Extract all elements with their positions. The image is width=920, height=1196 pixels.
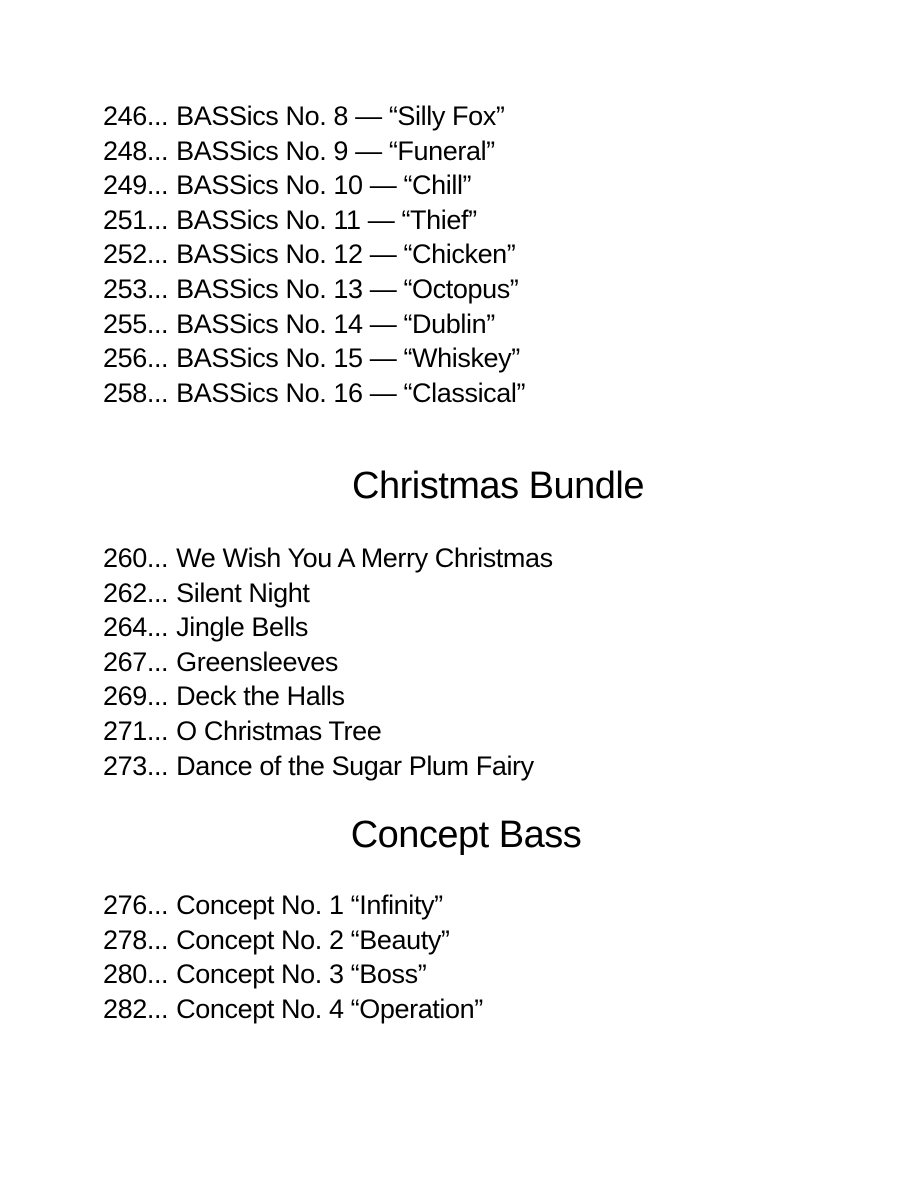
toc-dots: ... — [146, 924, 169, 955]
toc-entry — [103, 203, 525, 238]
toc-entry — [103, 610, 553, 645]
toc-page-number: 282 — [103, 993, 147, 1024]
toc-page-number: 273 — [103, 750, 147, 781]
toc-dots: ... — [146, 239, 169, 270]
toc-page-number: 260 — [103, 543, 147, 573]
toc-dots: ... — [146, 543, 169, 573]
toc-page-number: 252 — [103, 239, 147, 270]
toc-entry — [103, 134, 525, 169]
toc-page-number: 264 — [103, 612, 147, 643]
toc-dots: ... — [146, 204, 169, 235]
toc-entry-title: Concept No. 3 “Boss” — [176, 959, 427, 990]
toc-dots: ... — [146, 273, 169, 304]
toc-entry-title: BASSics No. 15 — “Whiskey” — [176, 343, 520, 374]
section-heading-christmas-bundle: Christmas Bundle — [352, 465, 644, 507]
toc-page-number: 276 — [103, 890, 147, 920]
toc-dots: ... — [146, 577, 169, 608]
toc-page-number: 267 — [103, 646, 147, 677]
toc-entry — [103, 957, 483, 992]
toc-section-concept-bass — [103, 888, 483, 1026]
toc-dots: ... — [146, 681, 169, 712]
toc-dots: ... — [146, 377, 169, 408]
toc-entry-title: Concept No. 4 “Operation” — [176, 993, 483, 1024]
toc-page-number: 249 — [103, 170, 147, 201]
toc-entry-title: Silent Night — [176, 577, 310, 608]
toc-dots: ... — [146, 135, 169, 166]
toc-entry — [103, 888, 483, 923]
toc-dots: ... — [146, 715, 169, 746]
toc-entry — [103, 541, 553, 576]
toc-entry — [103, 714, 553, 749]
toc-entry — [103, 272, 525, 307]
toc-entry-title: O Christmas Tree — [176, 715, 382, 746]
toc-dots: ... — [146, 170, 169, 201]
toc-entry-title: Concept No. 1 “Infinity” — [176, 890, 443, 920]
toc-entry-title: We Wish You A Merry Christmas — [176, 543, 553, 573]
toc-dots: ... — [146, 890, 169, 920]
toc-section-bassics — [103, 99, 525, 410]
toc-entry-title: Deck the Halls — [176, 681, 345, 712]
toc-page-number: 248 — [103, 135, 147, 166]
toc-entry — [103, 749, 553, 784]
toc-page-number: 280 — [103, 959, 147, 990]
toc-entry-title: Greensleeves — [176, 646, 338, 677]
toc-dots: ... — [146, 959, 169, 990]
toc-entry-title: Concept No. 2 “Beauty” — [176, 924, 450, 955]
toc-entry — [103, 923, 483, 958]
toc-entry — [103, 576, 553, 611]
toc-entry-title: BASSics No. 14 — “Dublin” — [176, 308, 495, 339]
toc-entry — [103, 645, 553, 680]
toc-page-number: 251 — [103, 204, 147, 235]
toc-dots: ... — [146, 308, 169, 339]
toc-entry-title: BASSics No. 12 — “Chicken” — [176, 239, 516, 270]
toc-entry — [103, 168, 525, 203]
toc-page-number: 256 — [103, 343, 147, 374]
toc-entry-title: Jingle Bells — [176, 612, 308, 643]
toc-entry-title: BASSics No. 8 — “Silly Fox” — [176, 101, 505, 131]
toc-dots: ... — [146, 612, 169, 643]
toc-page-number: 258 — [103, 377, 147, 408]
toc-page-number: 269 — [103, 681, 147, 712]
toc-page-number: 271 — [103, 715, 147, 746]
toc-entry — [103, 99, 525, 134]
toc-entry-title: BASSics No. 11 — “Thief” — [176, 204, 477, 235]
toc-dots: ... — [146, 750, 169, 781]
toc-page-number: 278 — [103, 924, 147, 955]
toc-entry-title: BASSics No. 9 — “Funeral” — [176, 135, 495, 166]
toc-dots: ... — [146, 101, 169, 131]
section-heading-concept-bass: Concept Bass — [350, 814, 582, 856]
toc-entry-title: BASSics No. 16 — “Classical” — [176, 377, 526, 408]
toc-page-number: 253 — [103, 273, 147, 304]
toc-entry — [103, 307, 525, 342]
toc-entry — [103, 376, 525, 411]
toc-dots: ... — [146, 993, 169, 1024]
toc-entry-title: BASSics No. 10 — “Chill” — [176, 170, 472, 201]
toc-entry-title: Dance of the Sugar Plum Fairy — [176, 750, 534, 781]
toc-entry — [103, 341, 525, 376]
toc-page-number: 255 — [103, 308, 147, 339]
toc-dots: ... — [146, 646, 169, 677]
toc-dots: ... — [146, 343, 169, 374]
toc-entry — [103, 679, 553, 714]
toc-entry — [103, 992, 483, 1027]
toc-section-christmas-bundle — [103, 541, 553, 783]
toc-entry — [103, 237, 525, 272]
toc-entry-title: BASSics No. 13 — “Octopus” — [176, 273, 519, 304]
toc-page-number: 262 — [103, 577, 147, 608]
toc-page-number: 246 — [103, 101, 147, 131]
